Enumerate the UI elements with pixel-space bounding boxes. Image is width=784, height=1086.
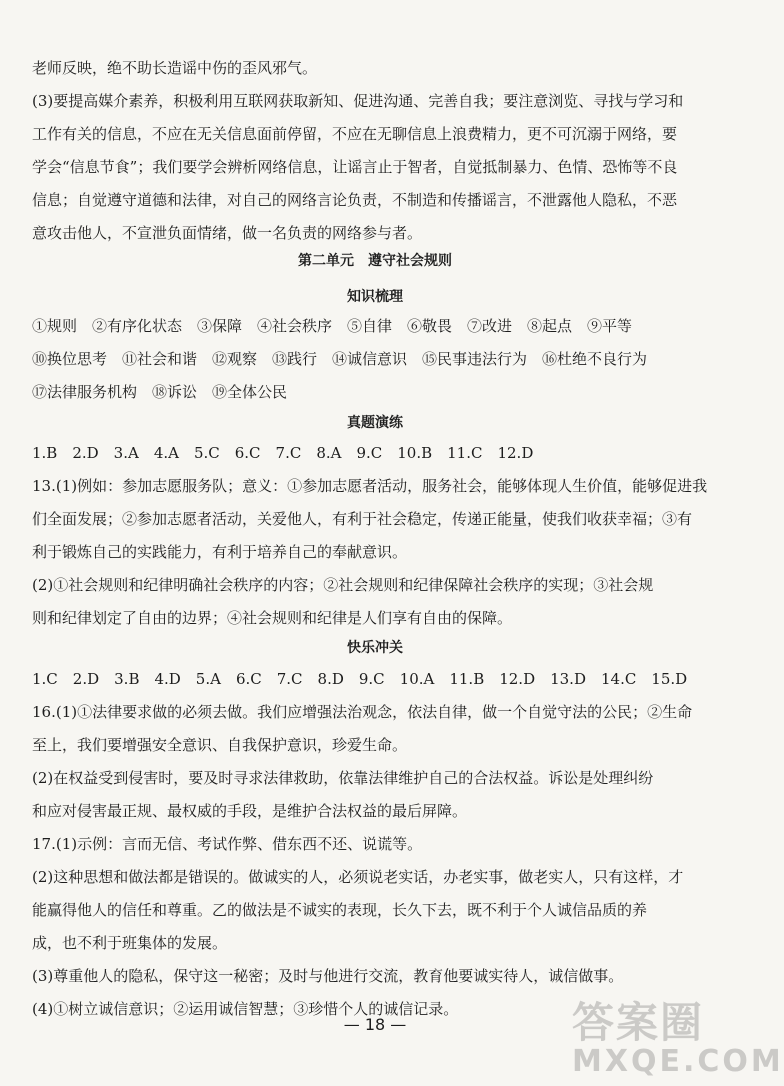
section-title-challenge: 快乐冲关 [347,640,403,656]
challenge-answers [32,663,712,1026]
text-line: 们全面发展；②参加志愿者活动，关爱他人，有利于社会稳定，传递正能量，使我们收获幸福；③有 [32,510,693,528]
text-line: 至上，我们要增强安全意识、自我保护意识，珍爱生命。 [32,736,408,754]
page-number: — 18 — [343,1015,407,1034]
text-line: 意攻击他人，不宣泄负面情绪，做一名负责的网络参与者。 [32,224,423,242]
text-line: 13.(1)例如：参加志愿服务队；意义：①参加志愿者活动，服务社会，能够体现人生价值，能够促进我 [32,477,708,495]
text-line: 能赢得他人的信任和尊重。乙的做法是不诚实的表现，长久下去，既不利于个人诚信品质的养 [32,901,648,919]
text-line: (2)①社会规则和纪律明确社会秩序的内容；②社会规则和纪律保障社会秩序的实现；③社会规 [32,576,654,594]
top-paragraph [32,52,712,250]
text-line: 16.(1)①法律要求做的必须去做。我们应增强法治观念，依法自律，做一个自觉守法的公民；②生命 [32,703,693,721]
watermark-bottom-text: MXQE.COM [572,1044,784,1079]
text-line: ⑩换位思考 ⑪社会和谐 ⑫观察 ⑬践行 ⑭诚信意识 ⑮民事违法行为 ⑯杜绝不良行为 [32,350,648,368]
text-line: 17.(1)示例：言而无信、考试作弊、借东西不还、说谎等。 [32,835,423,853]
text-line: 和应对侵害最正规、最权威的手段，是维护合法权益的最后屏障。 [32,802,468,820]
text-line: 1.C 2.D 3.B 4.D 5.A 6.C 7.C 8.D 9.C 10.A 11.B 12.D 13.D 14.C 15.D [32,670,688,688]
section-title-knowledge: 知识梳理 [347,289,403,305]
practice-answers [32,437,712,635]
text-line: (3)尊重他人的隐私，保守这一秘密；及时与他进行交流，教育他要诚实待人，诚信做事。 [32,967,624,985]
text-line: ⑰法律服务机构 ⑱诉讼 ⑲全体公民 [32,383,288,401]
text-line: 信息；自觉遵守道德和法律，对自己的网络言论负责，不制造和传播谣言，不泄露他人隐私，不恶 [32,191,678,209]
text-line: 成，也不利于班集体的发展。 [32,934,228,952]
text-line: ①规则 ②有序化状态 ③保障 ④社会秩序 ⑤自律 ⑥敬畏 ⑦改进 ⑧起点 ⑨平等 [32,317,633,335]
text-line: 则和纪律划定了自由的边界；④社会规则和纪律是人们享有自由的保障。 [32,609,513,627]
text-line: 利于锻炼自己的实践能力，有利于培养自己的奉献意识。 [32,543,408,561]
text-line: (4)①树立诚信意识；②运用诚信智慧；③珍惜个人的诚信记录。 [32,1000,459,1018]
text-line: (3)要提高媒介素养，积极利用互联网获取新知、促进沟通、完善自我；要注意浏览、寻找与学习和 [32,92,684,110]
knowledge-list [32,310,712,409]
text-line: 学会“信息节食”；我们要学会辨析网络信息，让谣言止于智者，自觉抵制暴力、色情、恐怖等不良 [32,158,678,176]
unit-title: 第二单元 遵守社会规则 [298,253,452,269]
text-line: (2)这种思想和做法都是错误的。做诚实的人，必须说老实话，办老实事，做老实人，只有这样，才 [32,868,684,886]
text-line: (2)在权益受到侵害时，要及时寻求法律救助，依靠法律维护自己的合法权益。诉讼是处理纠纷 [32,769,654,787]
text-line: 1.B 2.D 3.A 4.A 5.C 6.C 7.C 8.A 9.C 10.B 11.C 12.D [32,444,534,462]
text-line: 老师反映，绝不助长造谣中伤的歪风邪气。 [32,59,318,77]
section-title-practice: 真题演练 [347,415,403,431]
watermark-logo [572,998,784,1080]
text-line: 工作有关的信息，不应在无关信息面前停留，不应在无聊信息上浪费精力，更不可沉溺于网络，要 [32,125,678,143]
watermark-top-text: 答案圈 [572,998,705,1047]
